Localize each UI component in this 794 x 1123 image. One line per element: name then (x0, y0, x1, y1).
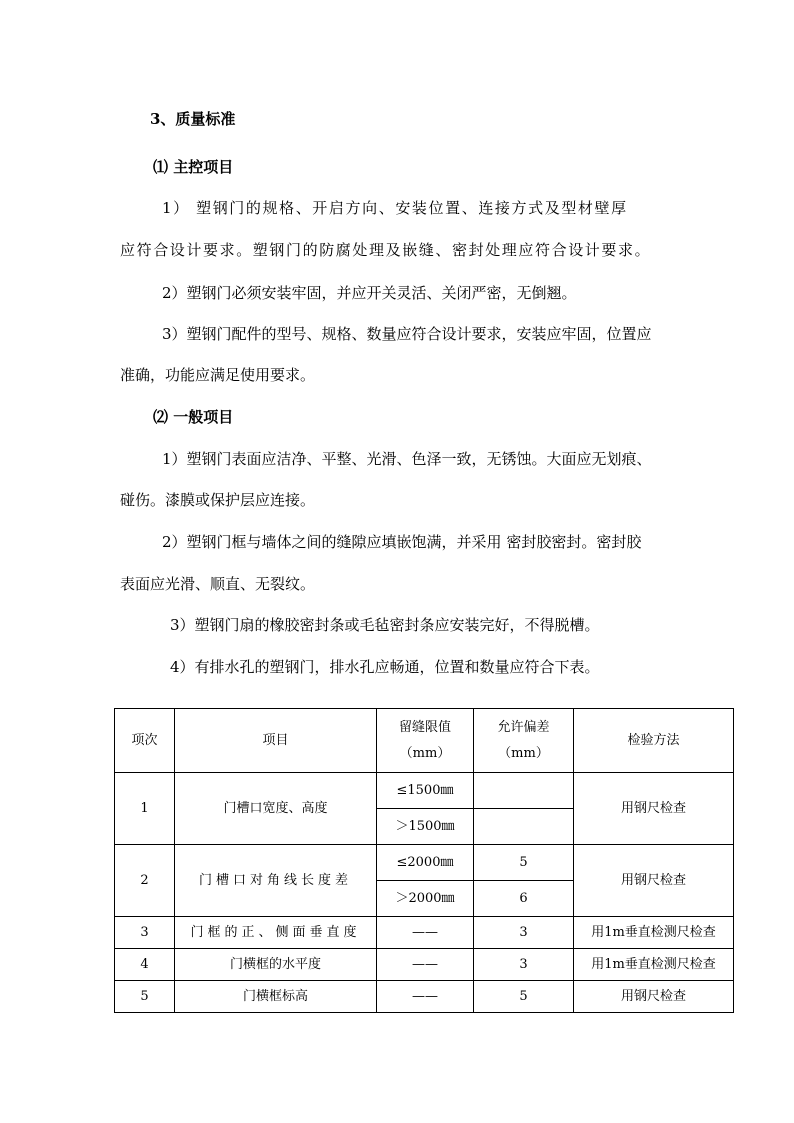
general-p1-line1: 1）塑钢门表面应洁净、平整、光滑、色泽一致，无锈蚀。大面应无划痕、 (162, 450, 652, 468)
general-p1-line2: 碰伤。漆膜或保护层应连接。 (120, 491, 316, 509)
header-item: 项目 (175, 709, 377, 773)
header-no: 项次 (115, 709, 175, 773)
row5-item: 门横框标高 (175, 981, 377, 1013)
main-p2-line1: 2）塑钢门必须安装牢固，并应开关灵活、关闭严密，无倒翘。 (162, 284, 577, 302)
row1-method: 用钢尺检查 (574, 773, 734, 845)
table-row (115, 981, 734, 1013)
header-tolerance (474, 709, 574, 773)
row5-gap: —— (377, 981, 474, 1013)
row1-no: 1 (115, 773, 175, 845)
row2-tol-b: 6 (474, 881, 574, 917)
header-gap-limit (377, 709, 474, 773)
row5-no: 5 (115, 981, 175, 1013)
main-p3-line1: 3）塑钢门配件的型号、规格、数量应符合设计要求，安装应牢固，位置应 (162, 325, 652, 343)
table-header-row (115, 709, 734, 773)
row3-method: 用1m垂直检测尺检查 (574, 917, 734, 949)
tolerance-table (114, 708, 734, 1013)
row4-no: 4 (115, 949, 175, 981)
row1-gap-b: ＞1500㎜ (377, 809, 474, 845)
general-p4-line1: 4）有排水孔的塑钢门，排水孔应畅通，位置和数量应符合下表。 (170, 658, 600, 676)
row1-gap-a: ≤1500㎜ (377, 773, 474, 809)
table-row (115, 845, 734, 881)
row1-item: 门槽口宽度、高度 (175, 773, 377, 845)
general-p2-line2: 表面应光滑、顺直、无裂纹。 (120, 575, 316, 593)
general-p3-line1: 3）塑钢门扇的橡胶密封条或毛毡密封条应安装完好，不得脱槽。 (170, 616, 600, 634)
row1-tol-a (474, 773, 574, 809)
table-row (115, 773, 734, 809)
row2-tol-a: 5 (474, 845, 574, 881)
row4-item: 门横框的水平度 (175, 949, 377, 981)
row4-tol: 3 (474, 949, 574, 981)
row3-no: 3 (115, 917, 175, 949)
row3-item: 门框的正、侧面垂直度 (175, 917, 377, 949)
header-tolerance-line2: （mm） (498, 745, 549, 761)
row3-gap: —— (377, 917, 474, 949)
row4-method: 用1m垂直检测尺检查 (574, 949, 734, 981)
row2-method: 用钢尺检查 (574, 845, 734, 917)
row4-gap: —— (377, 949, 474, 981)
row2-item: 门槽口对角线长度差 (175, 845, 377, 917)
header-gap-limit-line1: 留缝限值 (398, 719, 451, 735)
table-row (115, 917, 734, 949)
general-items-heading: ⑵ 一般项目 (153, 408, 234, 426)
row2-gap-b: ＞2000㎜ (377, 881, 474, 917)
row2-gap-a: ≤2000㎜ (377, 845, 474, 881)
main-p3-line2: 准确，功能应满足使用要求。 (120, 366, 316, 384)
row1-tol-b (474, 809, 574, 845)
section-title: 3、质量标准 (150, 110, 236, 128)
main-p1-line1: 1） 塑钢门的规格、开启方向、安装位置、连接方式及型材壁厚 (162, 199, 628, 217)
row2-no: 2 (115, 845, 175, 917)
row3-tol: 3 (474, 917, 574, 949)
row5-tol: 5 (474, 981, 574, 1013)
main-p1-line2: 应符合设计要求。塑钢门的防腐处理及嵌缝、密封处理应符合设计要求。 (120, 241, 652, 259)
header-tolerance-line1: 允许偏差 (497, 719, 550, 735)
main-items-heading: ⑴ 主控项目 (153, 158, 234, 176)
general-p2-line1: 2）塑钢门框与墙体之间的缝隙应填嵌饱满，并采用 密封胶密封。密封胶 (162, 533, 642, 551)
header-method: 检验方法 (574, 709, 734, 773)
row5-method: 用钢尺检查 (574, 981, 734, 1013)
header-gap-limit-line2: （mm） (399, 745, 451, 761)
table-row (115, 949, 734, 981)
